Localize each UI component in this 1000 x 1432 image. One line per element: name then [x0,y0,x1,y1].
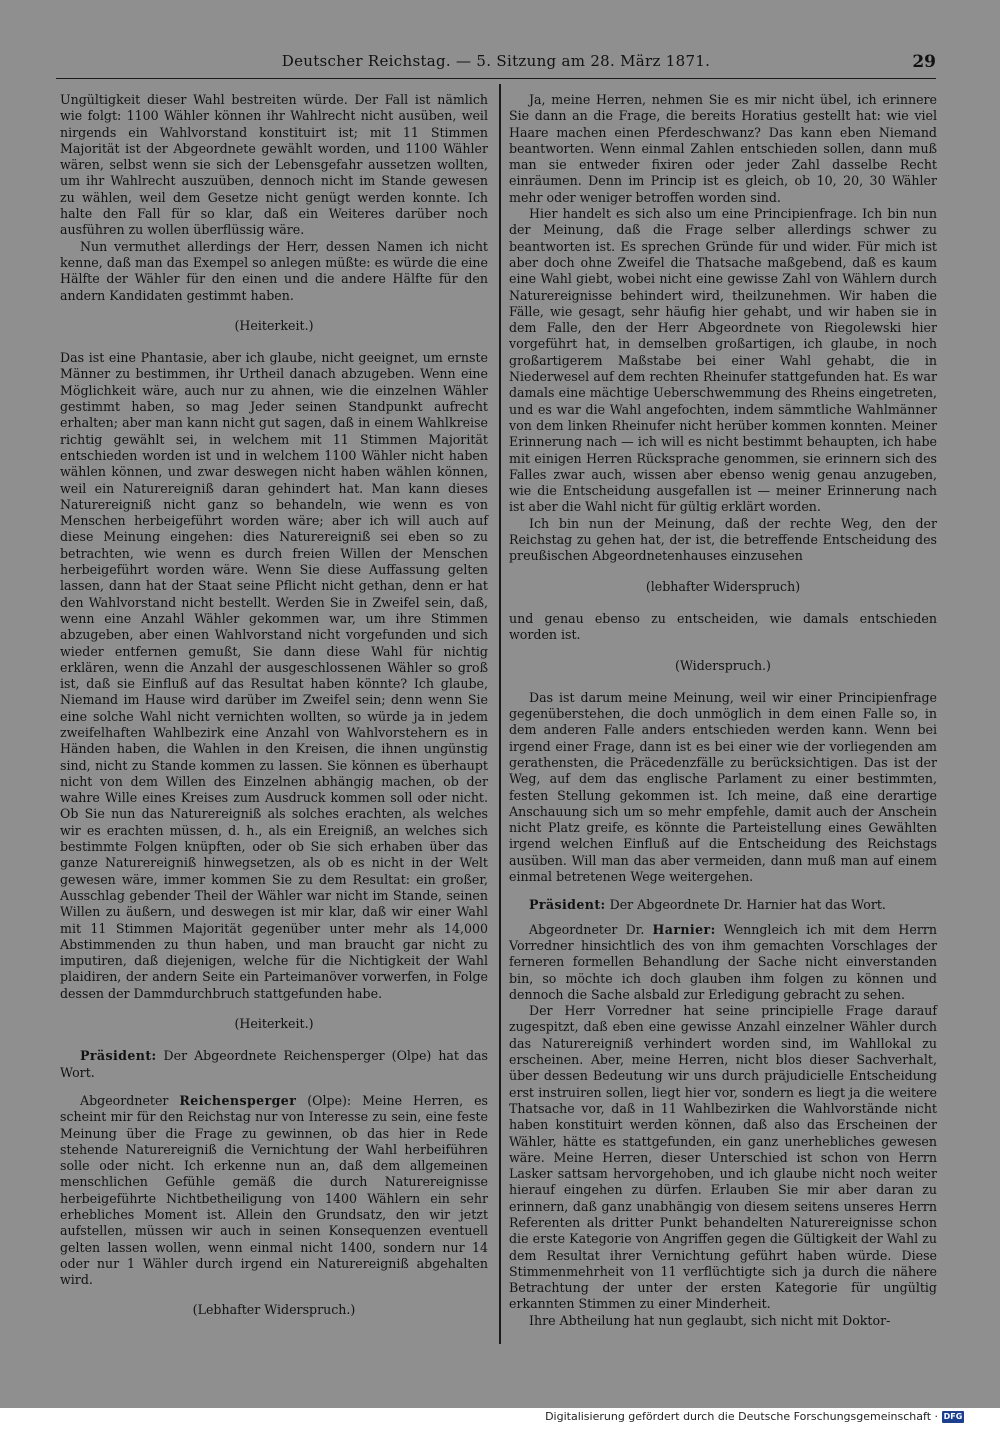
speech-text: (Olpe): Meine Herren, es scheint mir für den Reichstag nur von Interesse zu sein, eine feste Meinung über die Frage zu gewinnen, ob das hier in Rede stehende Naturereigniß die Vernichtung der Wahl herbeiführen solle oder nicht. Ich erkenne nun an, daß dem allgemeinen menschlichen Gefühle gemäß die durch Naturereignisse herbeigeführte Nichtbetheiligung von 1400 Wählern ein sehr erhebliches Moment ist. Allein den Grundsatz, den wir jetzt aufstellen, müssen wir auch in seinen Konsequenzen eventuell gelten lassen wollen, wenn einmal nicht 1400, sondern nur 14 oder nur 1 Wähler durch irgend ein Naturereigniß abgehalten wird. [60,1092,488,1288]
speech-paragraph [60,1093,488,1289]
running-title: Deutscher Reichstag. — 5. Sitzung am 28. März 1871. [281,52,711,70]
paragraph: Der Herr Vorredner hat seine principielle Frage darauf zugespitzt, daß eben eine gewisse Anzahl einzelner Wähler durch das Naturereigniß verhindert worden sind, im Wahllokal zu erscheinen. Aber, meine Herren, nicht blos dieser Sachverhalt, über dessen Bedeutung wir uns durch präjudicielle Entscheidung erst instruiren sollen, liegt hier vor, sondern es liegt ja die weitere Thatsache vor, daß in 11 Wahlbezirken die Wahlvorstände nicht haben konstituirt werden können, daß also das Erscheinen der Wähler, hätte es stattgefunden, ein ganz unerhebliches gewesen wäre. Meine Herren, dieser Unterschied ist schon von Herrn Lasker sattsam hervorgehoben, und ich glaube nicht noch weiter hierauf eingehen zu dürfen. Erlauben Sie mir aber daran zu erinnern, daß ganz unabhängig von diesem seitens unseres Herrn Referenten als dritter Punkt behandelten Naturereignisse schon die erste Kategorie von Angriffen gegen die Gültigkeit der Wahl zu dem Resultat ihrer Vernichtung geführt haben würde. Diese Stimmenmehrheit von 11 verflüchtigte sich ja durch die nähere Betrachtung der unter der ersten Kategorie für ungültig erkannten Stimmen zu einer Minderheit. [509,1003,937,1312]
right-column [509,92,937,1329]
reaction-note: (Heiterkeit.) [234,1016,314,1032]
paragraph: und genau ebenso zu entscheiden, wie damals entschieden worden ist. [509,610,937,643]
speech-paragraph [509,922,937,1003]
speaker-name: Reichensperger [179,1092,297,1108]
paragraph: Ja, meine Herren, nehmen Sie es mir nicht übel, ich erinnere Sie dann an die Frage, die bereits Horatius gestellt hat: wie viel Haare machen einen Pferdeschwanz? Das kann eben Niemand beantworten. Wenn einmal Zahlen entschieden sollen, dann muß man sie entweder fixiren oder jeder Zahl dasselbe Recht einräumen. Denn im Princip ist es gleich, ob 10, 20, 30 Wähler mehr oder weniger betroffen worden sind. [509,92,937,205]
speaker-name: Präsident: [529,897,606,913]
digitization-credit [545,1410,964,1423]
column-divider [499,84,501,1344]
header-rule [56,78,936,79]
paragraph: Ungültigkeit dieser Wahl bestreiten würde. Der Fall ist nämlich wie folgt: 1100 Wähler können ihr Wahlrecht nicht ausüben, weil nirgends ein Wahlvorstand konstituirt ist; mit 11 Stimmen Majorität ist der Abgeordnete gewählt worden, und 1100 Wähler wären, selbst wenn sie sich der Lebensgefahr aussetzen wollten, um ihr Wahlrecht auszuüben, dennoch nicht im Stande gewesen zu wählen, weil dem Gesetze nicht genügt werden konnte. Ich halte den Fall für so klar, daß ein Weiteres darüber noch ausführen zu wollen überflüssig wäre. [60,92,488,238]
paragraph: Das ist darum meine Meinung, weil wir einer Principienfrage gegenüberstehen, die doch unmöglich in dem einen Falle so, in dem anderen Falle anders entschieden werden kann. Wenn bei irgend einer Frage, dann ist es bei einer wie der vorliegenden am gerathensten, die Präcedenzfälle zu berücksichtigen. Das ist der Weg, auf dem das englische Parlament zu einer bestimmten, festen Stellung gekommen ist. Ich meine, daß eine derartige Anschauung sich um so mehr empfehle, damit auch der Anschein nicht Platz greife, es könnte die Parteistellung eines Gewählten irgend welchen Einfluß auf die Entscheidung des Reichstags ausüben. Will man das aber vermeiden, dann muß man auf einem einmal betretenen Wege weitergehen. [509,689,937,885]
paragraph: Ihre Abtheilung hat nun geglaubt, sich nicht mit Doktor- [529,1312,891,1328]
paragraph: Nun vermuthet allerdings der Herr, dessen Namen ich nicht kenne, daß man das Exempel so anlegen müßte: es würde die eine Hälfte der Wähler für den einen und die andere Hälfte für den andern Kandidaten gestimmt haben. [60,238,488,303]
speaker-name: Harnier: [652,921,716,937]
paragraph: Ich bin nun der Meinung, daß der rechte Weg, den der Reichstag zu gehen hat, der ist, die betreffende Entscheidung des preußischen Abgeordnetenhauses einzusehen [509,515,937,564]
paragraph: Hier handelt es sich also um eine Principienfrage. Ich bin nun der Meinung, daß die Frage selber allerdings schwer zu beantworten ist. Es sprechen Gründe für und wider. Für mich ist aber doch ohne Zweifel die Thatsache maßgebend, daß es kaum eine Wahl giebt, wobei nicht eine gewisse Zahl von Wählern durch Naturereignisse behindert wird, theilzunehmen. Wir haben die Fälle, wie gesagt, sehr häufig hier gehabt, und wir haben sie in dem Falle, den der Herr Abgeordnete von Riegolewski hier vorgeführt hat, in demselben großartigen, ich glaube, in noch großartigerem Maßstabe bei einer Wahl gehabt, die in Niederwesel auf dem rechten Rheinufer stattgefunden hat. Es war damals eine mächtige Ueberschwemmung des Rheins eingetreten, und es war die Wahl angefochten, indem sämmtliche Wahlmänner von dem linken Rheinufer nicht herüber kommen konnten. Meiner Erinnerung nach — ich will es nicht bestimmt behaupten, ich habe mit einigen Herren Rücksprache genommen, sie erinnern sich des Falles zwar auch, wissen aber ebenso wenig genau anzugeben, wie die Entscheidung ausgefallen ist — meiner Erinnerung nach ist aber die Wahl nicht für gültig erklärt worden. [509,206,937,515]
speaker-text: Der Abgeordnete Reichensperger (Olpe) hat das Wort. [60,1048,488,1080]
credit-text: Digitalisierung gefördert durch die Deutsche Forschungsgemeinschaft · [545,1410,938,1423]
speech-text: Wenngleich ich mit dem Herrn Vorredner hinsichtlich des von ihm gemachten Vorschlages der ferneren formellen Behandlung der Sache nicht einverstanden bin, so möchte ich doch glauben ihm folgen zu können und dennoch die Sache alsbald zur Erledigung gebracht zu sehen. [509,921,937,1002]
speaker-lead: Abgeordneter [80,1092,180,1108]
running-head [56,52,936,78]
speaker-name: Präsident: [80,1048,157,1064]
page-number: 29 [912,52,936,72]
speaker-paragraph [509,897,937,913]
paragraph: Das ist eine Phantasie, aber ich glaube, nicht geeignet, um ernste Männer zu bestimmen, ihr Urtheil danach abzugeben. Wenn eine Möglichkeit wäre, auch nur zu ahnen, wie die einzelnen Wähler gestimmt haben, so mag Jeder seinen Standpunkt aufrecht erhalten; aber man kann nicht gut sagen, daß in einem Wahlkreise richtig gewählt sei, in welchem mit 11 Stimmen Majorität entschieden worden ist und in welchem 1100 Wähler nicht haben wählen können, und zwar deswegen nicht haben wählen können, weil ein Naturereigniß daran gehindert hat. Man kann dieses Naturereigniß nicht ganz so behandeln, wie wenn es von Menschen herbeigeführt worden wäre; aber ich will auch auf diese Meinung eingehen: dies Naturereigniß sei eben so zu betrachten, wie wenn es durch freien Willen der Menschen herbeigeführt worden wäre. Wenn Sie diese Auffassung gelten lassen, dann hat der Staat seine Pflicht nicht gethan, denn er hat den Wahlvorstand nicht bestellt. Werden Sie in Zweifel sein, daß, wenn eine Anzahl Wähler gekommen war, um ihre Stimmen abzugeben, aber einen Wahlvorstand nicht vorgefunden und sich wieder entfernen gemußt, Sie dann diese Wahl für nichtig erklären, wenn die Anzahl der ausgeschlossenen Wähler so groß ist, daß sie Einfluß auf das Resultat haben könnte? Ich glaube, Niemand im Hause wird darüber im Zweifel sein; denn wenn Sie eine solche Wahl nicht vernichten wollten, so würde ja in jedem zweifelhaften Wahlbezirk eine Anzahl von Wahlvorstehern es in Händen haben, die Wahlen in den Kreisen, die ihnen ungünstig sind, nicht zu Stande kommen zu lassen. Sie können es überhaupt nicht von dem Willen des Einzelnen abhängig machen, ob der wahre Wille eines Kreises zum Ausdruck kommen soll oder nicht. Ob Sie nun das Naturereigniß als solches erachten, als welches wir es erachten müssen, d. h., als ein Ereigniß, an welches sich bestimmte Folgen knüpften, oder ob Sie sich erhaben über das ganze Naturereigniß hinwegsetzen, als ob es nicht in der Welt gewesen wäre, immer kommen Sie zu dem Resultat: ein großer, Ausschlag gebender Theil der Wähler war nicht im Stande, seinen Willen zu äußern, und deswegen ist mir klar, daß wir einer Wahl mit 11 Stimmen Majorität gegenüber unter mehr als 14,000 Abstimmenden zu thun haben, und man braucht gar nicht zu imputiren, daß diejenigen, welche für die Nichtigkeit der Wahl plaidiren, der andern Seite ein Parteimanöver vorwerfen, in Folge dessen der Dammdurchbruch stattgefunden habe. [60,350,488,1001]
reaction-note: (Heiterkeit.) [234,317,314,333]
dfg-logo: DFG [943,1411,963,1421]
speaker-text: Der Abgeordnete Dr. Harnier hat das Wort. [605,897,886,913]
left-column [60,92,488,1335]
reaction-note: (Lebhafter Widerspruch.) [192,1302,356,1318]
reaction-note: (Widerspruch.) [675,657,771,673]
speaker-paragraph [60,1048,488,1081]
reaction-note: (lebhafter Widerspruch) [645,578,801,594]
speaker-lead: Abgeordneter Dr. [529,921,653,937]
